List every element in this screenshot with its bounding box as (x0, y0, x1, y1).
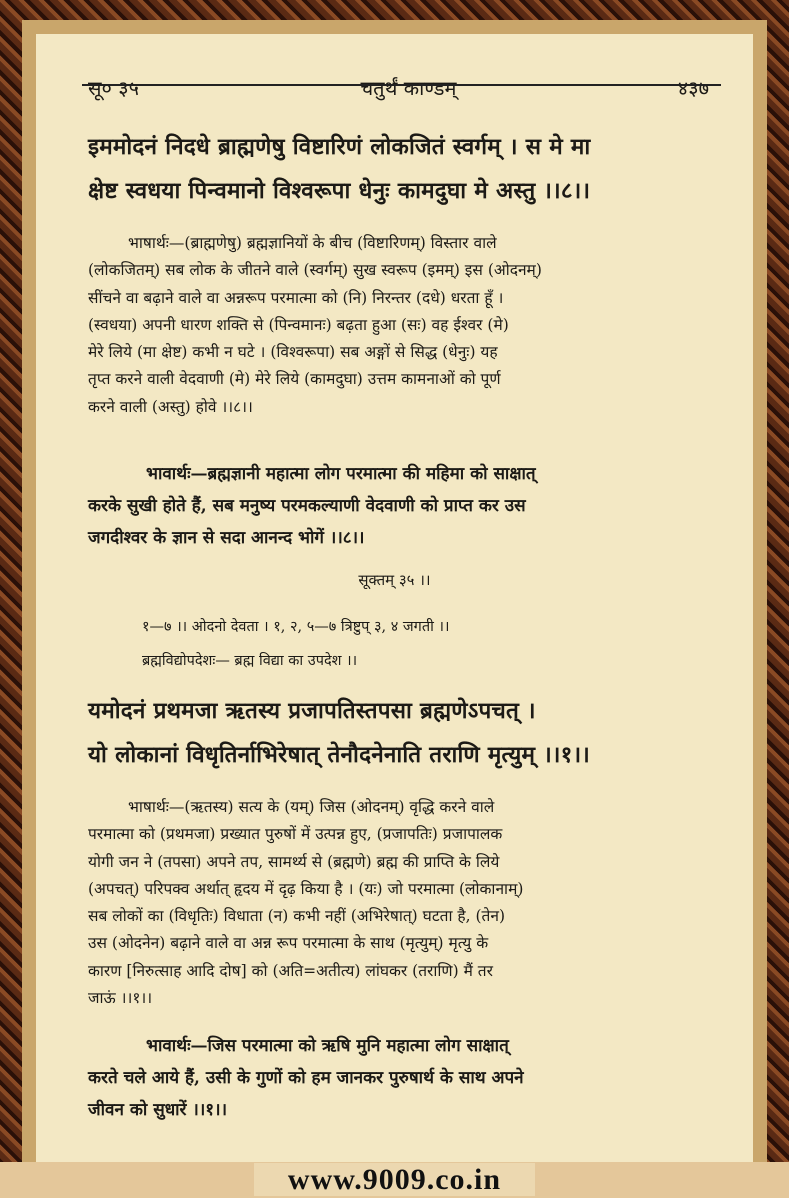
bhavarth-8 (88, 458, 752, 554)
header-rule (82, 84, 721, 86)
text-line: भावार्थः—ब्रह्मज्ञानी महात्मा लोग परमात्मा की महिमा को साक्षात् (146, 464, 536, 484)
text-line: (लोकजितम्) सब लोक के जीतने वाले (स्वर्गम्) सुख स्वरूप (इमम्) इस (ओदनम्) (88, 261, 542, 280)
sukta-meta: १—७ ।। ओदनो देवता । १, २, ५—७ त्रिष्टुप् ३, ४ जगती ।। (142, 619, 450, 635)
text-line: योगी जन ने (तपसा) अपने तप, सामर्थ्य से (ब्रह्मणे) ब्रह्म की प्राप्ति के लिये (88, 852, 500, 871)
bhasharth-8 (88, 230, 752, 421)
text-line: (अपचत्) परिपक्व अर्थात् हृदय में दृढ़ किया है । (यः) जो परमात्मा (लोकानाम्) (88, 879, 524, 898)
verse-8-line-1: इममोदनं निदधे ब्राह्मणेषु विष्टारिणं लोकजितं स्वर्गम् । स मे मा (88, 134, 591, 160)
text-line: सब लोकों का (विधृतिः) विधाता (न) कभी नहीं (अभिरेषात्) घटता है, (तेन) (88, 907, 506, 926)
text-line: परमात्मा को (प्रथमजा) प्रख्यात पुरुषों में उत्पन्न हुए, (प्रजापतिः) प्रजापालक (88, 825, 503, 844)
text-line: भाषार्थः—(ऋतस्य) सत्य के (यम्) जिस (ओदनम्) वृद्धि करने वाले (128, 798, 495, 816)
text-line: उस (ओदनेन) बढ़ाने वाले वा अन्न रूप परमात्मा के साथ (मृत्युम्) मृत्यु के (88, 934, 489, 953)
sukta-title: सूक्तम् ३५ ।। (358, 571, 431, 589)
text-line: जीवन को सुधारें ।।१।। (88, 1100, 228, 1120)
verse-1-line-1: यमोदनं प्रथमजा ऋतस्य प्रजापतिस्तपसा ब्रह्मणेऽपचत् । (88, 698, 536, 724)
text-line: भाषार्थः—(ब्राह्मणेषु) ब्रह्मज्ञानियों के बीच (विष्टारिणम्) विस्तार वाले (128, 234, 497, 252)
text-line: कारण [निरुत्साह आदि दोष] को (अति=अतीत्य) लांघकर (तराणि) मैं तर (88, 961, 493, 980)
footer-url-text[interactable]: www.9009.co.in (254, 1163, 535, 1196)
text-line: करते चले आये हैं, उसी के गुणों को हम जानकर पुरुषार्थ के साथ अपने (88, 1068, 524, 1088)
text-line: करके सुखी होते हैं, सब मनुष्य परमकल्याणी वेदवाणी को प्राप्त कर उस (88, 496, 526, 516)
text-line: करने वाली (अस्तु) होवे ।।८।। (88, 397, 253, 416)
page-header (88, 72, 709, 102)
text-line: (स्वधया) अपनी धारण शक्ति से (पिन्वमानः) बढ़ता हुआ (सः) वह ईश्वर (मे) (88, 315, 509, 334)
upadesh-line: ब्रह्मविद्योपदेशः— ब्रह्म विद्या का उपदेश ।। (142, 653, 358, 669)
sukta-number: सू० ३५ (88, 75, 140, 100)
text-line: जगदीश्वर के ज्ञान से सदा आनन्द भोगें ।।८।। (88, 528, 365, 548)
text-line: सींचने वा बढ़ाने वाले वा अन्नरूप परमात्मा को (नि) निरन्तर (दधे) धरता हूँ । (88, 288, 504, 307)
verse-1-line-2: यो लोकानां विधृतिर्नाभिरेषात् तेनौदनेनाति तराणि मृत्युम् ।।१।। (88, 742, 591, 768)
text-line: जाऊं ।।१।। (88, 989, 153, 1008)
text-line: भावार्थः—जिस परमात्मा को ऋषि मुनि महात्मा लोग साक्षात् (146, 1036, 509, 1056)
text-line: तृप्त करने वाली वेदवाणी (मे) मेरे लिये (कामदुघा) उत्तम कामनाओं को पूर्ण (88, 370, 501, 389)
footer-url[interactable] (0, 1162, 789, 1198)
kanda-title: चतुर्थं काण्डम् (360, 75, 457, 100)
bhavarth-1 (88, 1030, 752, 1126)
page-number: ४३७ (677, 75, 709, 100)
verse-8-line-2: क्षेष्ट स्वधया पिन्वमानो विश्वरूपा धेनुः कामदुघा मे अस्तु ।।८।। (88, 178, 591, 204)
text-line: मेरे लिये (मा क्षेष्ट) कभी न घटे । (विश्वरूपा) सब अङ्गों से सिद्ध (धेनुः) यह (88, 343, 498, 362)
bhasharth-1 (88, 794, 752, 1012)
book-page (36, 34, 753, 1162)
